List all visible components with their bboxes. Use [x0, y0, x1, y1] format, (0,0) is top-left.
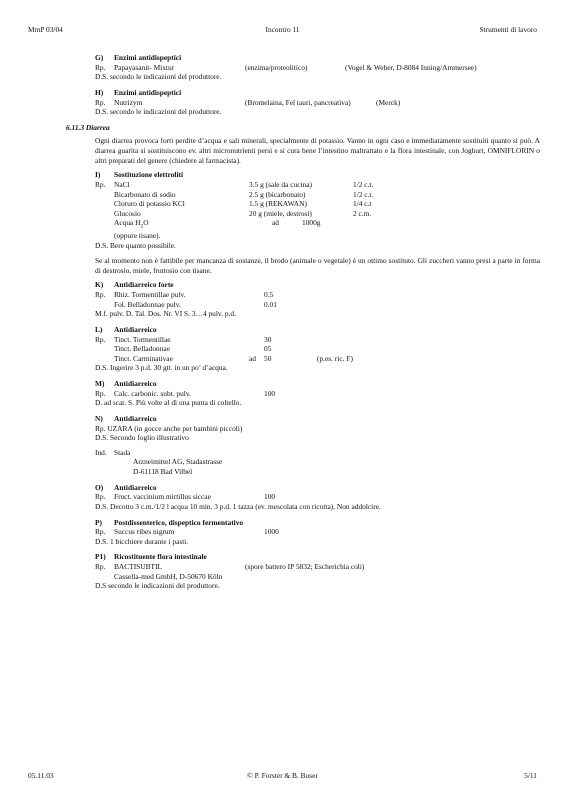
ingredient-name: Glucosio: [114, 208, 141, 218]
ingredient-note: 1/4 c.t: [353, 199, 372, 209]
ingredient-amount: 0.01: [264, 299, 277, 309]
dosage-line: D.S. Ingerire 3 p.d. 30 gtt. in un po’ d’acqua.: [95, 363, 228, 373]
ingredient-amount: 05: [264, 344, 272, 354]
ingredient-ad: [249, 290, 264, 300]
dosage-line: D.S. Secondo foglio illustrativo: [95, 433, 189, 443]
ingredient-amount: 1000: [264, 527, 279, 537]
recipe-k: [95, 280, 540, 319]
ingredient-ad: [249, 300, 264, 310]
ingredient-amount: 100: [264, 492, 276, 502]
recipe-p1: [95, 552, 540, 591]
ingredient-prefix: [95, 354, 114, 364]
recipe-title: Ricostituente flora intestinale: [114, 552, 207, 562]
ingredient-amount: 3.5 g (sale da cucina): [249, 179, 312, 189]
footer-date: 05.11.03: [28, 771, 54, 780]
ingredient-ad: [249, 527, 264, 537]
recipe-m: [95, 379, 540, 408]
recipe-title: Antidiarreico: [114, 413, 157, 423]
recipe-letter: K): [95, 280, 104, 290]
ingredient-row: [95, 199, 540, 209]
ingredient-note: (p.es. ric. F): [317, 353, 353, 363]
recipe-l: [95, 325, 540, 373]
ingredient-prefix: [95, 199, 114, 209]
ingredient-note: 1/2 c.t.: [353, 179, 374, 189]
ingredient-prefix: Rp.: [95, 388, 106, 398]
ingredient-amount: 20 g (miele, destrosi): [249, 208, 312, 218]
recipe-letter: P1): [95, 552, 106, 562]
ingredient-amount: 50: [264, 353, 272, 363]
section-heading-diarrea: 6.11.3 Diarrea: [66, 122, 110, 132]
ingredient-row: [95, 389, 540, 399]
recipe-letter: M): [95, 379, 105, 389]
recipe-letter: O): [95, 482, 104, 492]
recipe-line: Rp. UZARA (in gocce anche per bambini piccoli): [95, 423, 243, 433]
recipe-title: Antidiarreico forte: [114, 280, 174, 290]
document-body: [66, 53, 540, 597]
ingredient-name: Calc. carbonic. subt. pulv.: [114, 388, 191, 398]
recipe-letter: I): [95, 170, 101, 180]
footer-page-number: 5/11: [524, 771, 537, 780]
ingredient-prefix: Rp.: [95, 179, 106, 189]
recipe-i: [95, 170, 540, 250]
address-line: D-61118 Bad Vilbel: [133, 467, 193, 477]
ingredient-row: [95, 180, 540, 190]
address-line: Stada: [114, 447, 131, 457]
ingredient-row: [95, 190, 540, 200]
intro-paragraph: Ogni diarrea provoca forti perdite d’acqua e sali minerali, specialmente di potassio. Vanno in ogni caso e immediatamente sostituiti quanto si può. A diarrea guarita si sostituiscono ev. altri micronutrienti persi e si cura bene l’intestino maltrattato e la flora intestinale, con Joghurt, OMNIFLORIN o altri preparati del genere (chiedere al farmacista).: [95, 136, 540, 165]
ingredient-name: Fol. Belladonnae pulv.: [114, 299, 181, 309]
recipe-title: Enzimi antidispeptici: [114, 87, 182, 97]
ingredient-list: [95, 527, 540, 537]
manufacturer-block: Ind. Stada Arzneimittel AG, Stadastrasse D-61118 Bad Vilbel: [95, 447, 223, 477]
ingredient-ad: [249, 344, 264, 354]
dosage-line: D.S. Decotto 3 c.m./1/2 l acqua 10 min. 3 p.d. 1 tazza (ev. mescolata con ricotta). Non addolcire.: [95, 501, 381, 511]
ingredient-list: [95, 180, 540, 219]
ingredient-name: Tinct. Tormentillae: [114, 334, 171, 344]
ingredient-row: [95, 492, 540, 502]
recipe-letter: N): [95, 413, 103, 423]
header-course-code: MmP 03/04: [28, 25, 63, 34]
manufacturer-line: Cassella-med GmbH, D-50670 Köln: [114, 571, 223, 581]
after-paragraph: Se al momento non è fattibile per mancanza di sostanze, il brodo (animale o vegetale) è un ottimo sostituto. Gli zuccheri vanno presi a parte in forma di destrosio, miele, fruttosio con tisane.: [95, 256, 540, 275]
footer-copyright: © P. Forster & B. Buser: [247, 771, 318, 780]
ingredient-row: [95, 290, 540, 300]
ingredient-row: [95, 354, 540, 364]
ingredient-row: Acqua $H_2O$ ad 1000g: [114, 218, 321, 230]
alternative-note: (oppure tisane).: [114, 230, 161, 240]
ingredient-prefix: [95, 209, 114, 219]
dosage-line: D.S. secondo le indicazioni del produttore.: [95, 72, 222, 82]
ingredient-amount: 100: [264, 388, 276, 398]
ingredient-note: 2 c.m.: [353, 208, 372, 218]
dosage-line: D. ad scat. S. Più volte al dì una punta di coltello.: [95, 398, 242, 408]
ingredient-list: [95, 389, 540, 399]
recipe-letter: L): [95, 324, 103, 334]
dosage-line: D.S. 1 bicchiere durante i pasti.: [95, 536, 189, 546]
ingredient-row: [95, 527, 540, 537]
recipe-title: Enzimi antidispeptici: [114, 53, 182, 62]
recipe-o: [95, 483, 540, 512]
recipe-letter: P): [95, 517, 102, 527]
recipe-p: [95, 518, 540, 547]
ingredient-name: Tinct. Carminativae: [114, 353, 173, 363]
recipe-title: Sostituzione elettroliti: [114, 170, 184, 180]
ingredient-row: [95, 209, 540, 219]
ingredient-prefix: [95, 300, 114, 310]
ingredient-name: Tinct. Belladonnae: [114, 344, 170, 354]
ingredient-amount: 0.5: [264, 290, 274, 300]
ingredient-list: [95, 492, 540, 502]
recipe-title: Antidiarreico: [114, 482, 157, 492]
ingredient-ad: [249, 389, 264, 399]
dosage-line: M.f. pulv. D. Tal. Dos. Nr. VI S. 3…4 pulv. p.d.: [95, 309, 236, 319]
ingredient-row: [95, 335, 540, 345]
page-footer: [28, 771, 537, 783]
ingredient-row: [95, 344, 540, 354]
ingredient-list: [95, 290, 540, 309]
ingredient-amount: 2.5 g (bicarbonato): [249, 189, 306, 199]
ingredient-name: Succus ribes nigrum: [114, 527, 175, 537]
ingredient-amount: 1.5 g (REKAWAN): [249, 199, 307, 209]
ingredient-ad: [249, 335, 264, 345]
recipe-title: Postdissenterico, dispeptico fermentativo: [114, 517, 244, 527]
header-section: Strumenti di lavoro: [479, 25, 537, 34]
ingredient-name: Fruct. vaccinium mirtillus siccae: [114, 492, 211, 502]
ingredient-note: 1/2 c.t.: [353, 189, 374, 199]
recipe-title: Antidiarreico: [114, 379, 157, 389]
ingredient-prefix: Rp.: [95, 290, 106, 300]
ingredient-prefix: Rp.: [95, 527, 106, 537]
ingredient-ad: [249, 492, 264, 502]
ingredient-row: [95, 300, 540, 310]
ingredient-name: NaCl: [114, 179, 130, 189]
ingredient-prefix: [95, 190, 114, 200]
recipe-letter: H): [95, 87, 104, 97]
dosage-line: D.S. Bere quanto possibile.: [95, 240, 176, 250]
dosage-line: D.S secondo le indicazioni del produttore.: [95, 581, 220, 591]
ingredient-name: Rhiz. Tormentillae pulv.: [114, 290, 186, 300]
ingredient-ad: ad: [249, 353, 256, 363]
address-line: Arzneimittel AG, Stadastrasse: [133, 457, 223, 467]
ingredient-prefix: Rp.: [95, 334, 106, 344]
ingredient-prefix: [95, 344, 114, 354]
ingredient-name: Bicarbonato di sodio: [114, 189, 176, 199]
recipe-n: [95, 414, 540, 477]
recipe-line: Rp. Papayasanit- Mixtur (enzima/proteolitico) (Vogel & Weber, D-8084 Inning/Ammersee): [95, 62, 477, 72]
recipe-h: [95, 88, 540, 117]
ingredient-list: [95, 335, 540, 364]
ingredient-amount: 30: [264, 334, 272, 344]
ingredient-prefix: Rp.: [95, 492, 106, 502]
dosage-line: D.S. secondo le indicazioni del produttore.: [95, 107, 222, 117]
page-header: [28, 25, 537, 37]
recipe-line: Rp. Nutrizym (Bromelaina, Fel tauri, pancreativa) (Merck): [95, 97, 401, 107]
recipe-g: [95, 53, 540, 82]
header-session: Incontro 11: [265, 25, 300, 34]
recipe-letter: G): [95, 53, 104, 62]
ingredient-name: Cloruro di potassio KCl: [114, 199, 185, 209]
recipe-title: Antidiarreico: [114, 324, 157, 334]
recipe-line: Rp. BACTISUBTIL (spore battero IP 5832; Escherichia coli): [95, 562, 365, 572]
